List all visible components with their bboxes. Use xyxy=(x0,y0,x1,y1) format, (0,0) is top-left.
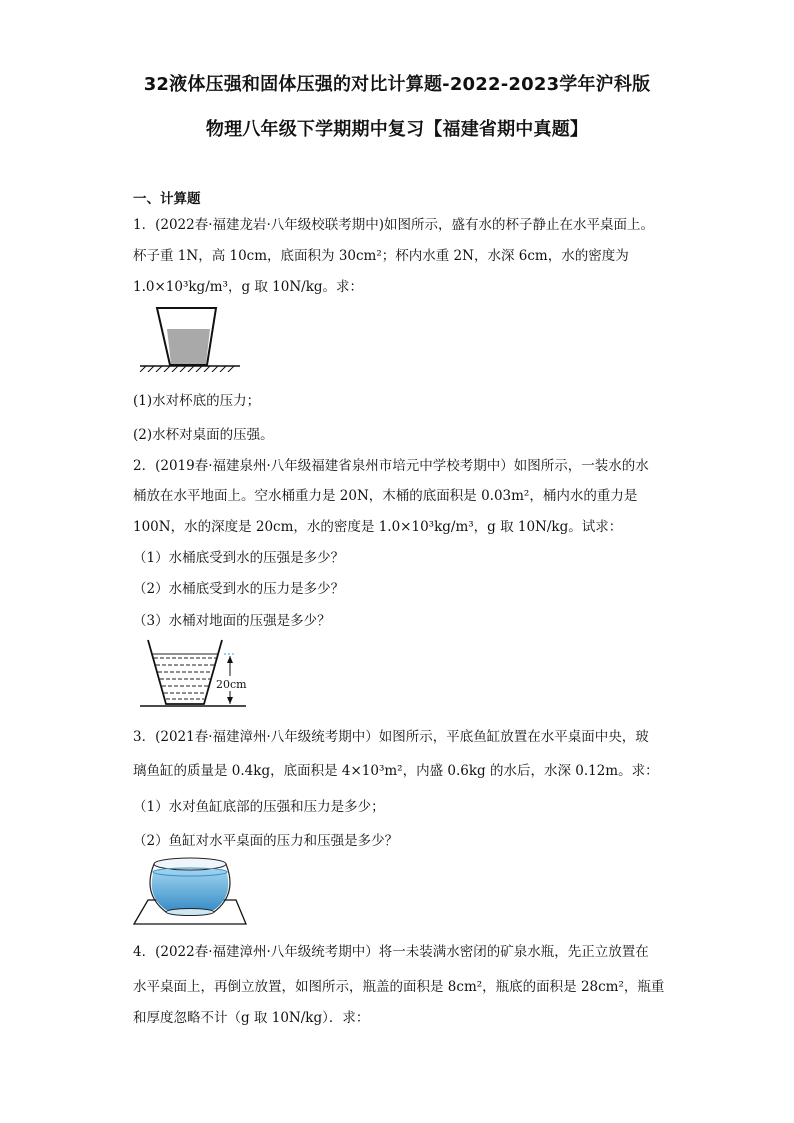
q2-sub-question-2: （2）水桶底受到水的压力是多少？ xyxy=(133,581,345,597)
q3-sub-question-1: （1）水对鱼缸底部的压强和压力是多少； xyxy=(133,799,385,815)
q3-fishbowl-figure xyxy=(130,852,250,930)
q1-stem-line-1: 1．(2022春·福建龙岩·八年级校联考期中)如图所示，盛有水的杯子静止在水平桌面上。 xyxy=(133,217,655,233)
q2-stem-line-1: 2．(2019春·福建泉州·八年级福建省泉州市培元中学校考期中）如图所示，一装水的水 xyxy=(133,458,649,474)
q4-stem-line-3: 和厚度忽略不计（g 取 10N/kg）．求： xyxy=(133,1010,370,1026)
section-heading: 一、计算题 xyxy=(133,191,201,207)
q1-table-hatching xyxy=(140,366,234,372)
q3-bowl-base xyxy=(166,909,214,916)
q2-sub-question-3: （3）水桶对地面的压强是多少？ xyxy=(133,613,331,629)
document-title-line-1: 32液体压强和固体压强的对比计算题-2022-2023学年沪科版 xyxy=(143,74,651,95)
q2-stem-line-3: 100N，水的深度是 20cm，水的密度是 1.0×10³kg/m³，g 取 10N/kg。试求： xyxy=(133,519,623,535)
q2-depth-label: 20cm xyxy=(216,678,247,691)
q1-stem-line-2: 杯子重 1N，高 10cm，底面积为 30cm²；杯内水重 2N，水深 6cm，水的密度为 xyxy=(133,248,629,264)
q4-stem-line-2: 水平桌面上，再倒立放置，如图所示，瓶盖的面积是 8cm²，瓶底的面积是 28cm²，瓶重 xyxy=(133,979,665,995)
q1-cup-figure xyxy=(140,300,240,372)
q3-stem-line-2: 璃鱼缸的质量是 0.4kg，底面积是 4×10³m²，内盛 0.6kg 的水后，水深 0.12m。求： xyxy=(133,763,659,779)
q4-stem-line-1: 4．(2022春·福建漳州·八年级统考期中）将一未装满水密闭的矿泉水瓶，先正立放置在 xyxy=(133,944,649,960)
q1-sub-question-1: (1)水对杯底的压力； xyxy=(133,393,261,409)
q1-water-fill xyxy=(167,329,210,364)
q2-stem-line-2: 桶放在水平地面上。空水桶重力是 20N，木桶的底面积是 0.03m²，桶内水的重力是 xyxy=(133,488,638,504)
q3-sub-question-2: （2）鱼缸对水平桌面的压力和压强是多少？ xyxy=(133,833,399,849)
document-title-line-2: 物理八年级下学期期中复习【福建省期中真题】 xyxy=(205,119,589,140)
q1-stem-line-3: 1.0×10³kg/m³，g 取 10N/kg。求： xyxy=(133,279,364,295)
q2-arrow-head-up xyxy=(227,656,233,663)
q2-sub-question-1: （1）水桶底受到水的压强是多少？ xyxy=(133,550,345,566)
q1-sub-question-2: (2)水杯对桌面的压强。 xyxy=(133,427,274,443)
q2-arrow-head-down xyxy=(227,697,233,704)
q3-stem-line-1: 3．(2021春·福建漳州·八年级统考期中）如图所示，平底鱼缸放置在水平桌面中央，玻 xyxy=(133,729,649,745)
q2-bucket-figure xyxy=(140,636,260,712)
